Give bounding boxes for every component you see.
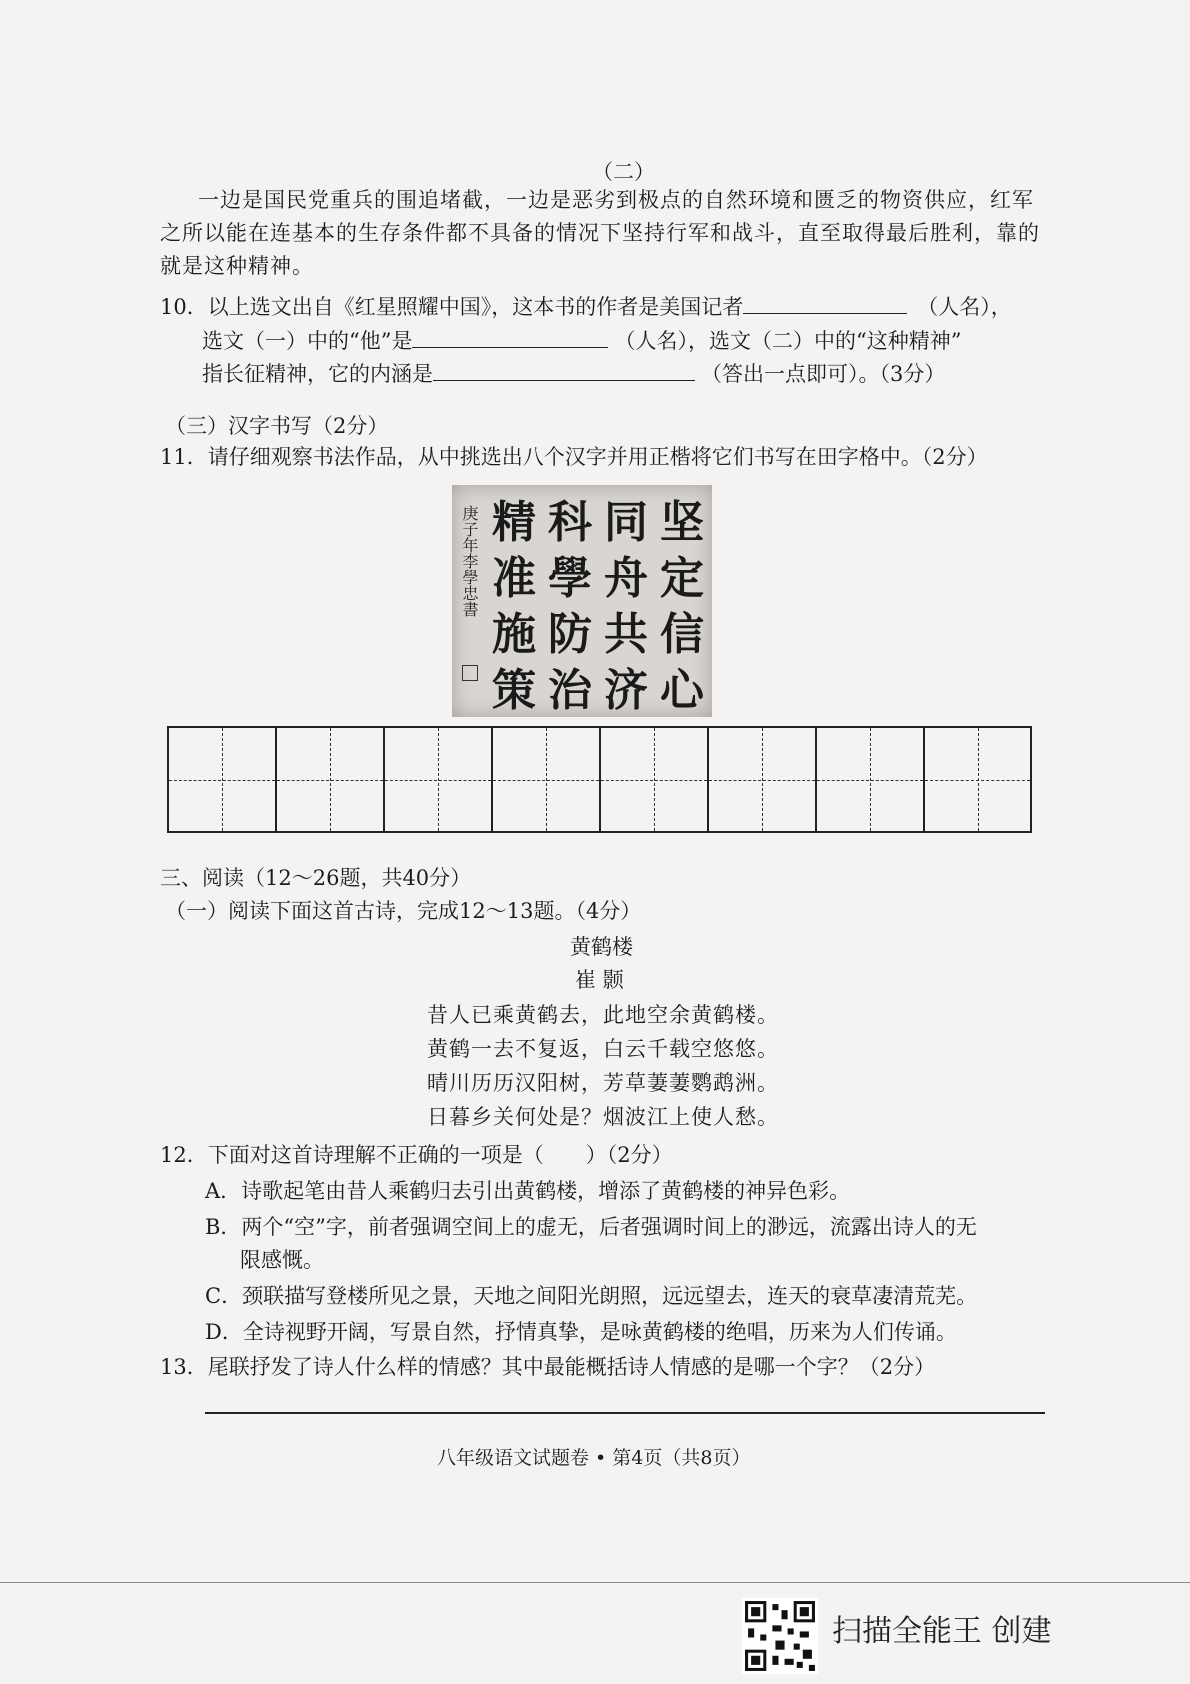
option-a[interactable]: A．诗歌起笔由昔人乘鹤归去引出黄鹤楼，增添了黄鹤楼的神异色彩。 <box>205 1179 851 1203</box>
poem-line: 黄鹤一去不复返，白云千载空悠悠。 <box>427 1037 779 1061</box>
calligraphy-char: 准 <box>492 553 536 604</box>
tianzige-cell[interactable] <box>925 728 1030 831</box>
question-13: 13．尾联抒发了诗人什么样的情感？其中最能概括诗人情感的是哪一个字？（2分） <box>160 1355 936 1379</box>
question-11: 11．请仔细观察书法作品，从中挑选出八个汉字并用正楷将它们书写在田字格中。（2分） <box>160 445 988 469</box>
calligraphy-char: 共 <box>604 609 648 660</box>
q10-text: （人名）， <box>917 295 1012 319</box>
poem-line: 晴川历历汉阳树，芳草萋萋鹦鹉洲。 <box>427 1071 779 1095</box>
option-b-continued: 限感慨。 <box>240 1248 324 1272</box>
calligraphy-char: 治 <box>548 665 592 716</box>
poem-line: 日暮乡关何处是？烟波江上使人愁。 <box>427 1105 779 1129</box>
tianzige-grid <box>167 726 1032 833</box>
q10-text: 10．以上选文出自《红星照耀中国》，这本书的作者是美国记者 <box>160 295 744 319</box>
passage-line: 一边是国民党重兵的围追堵截，一边是恶劣到极点的自然环境和匮乏的物资供应，红军 <box>198 188 1034 212</box>
page-footer: 八年级语文试题卷 • 第4页（共8页） <box>437 1447 751 1469</box>
q10-text: （答出一点即可）。（3分） <box>701 362 946 386</box>
calligraphy-char: 科 <box>548 497 592 548</box>
question-10-line-3 <box>202 360 945 388</box>
calligraphy-char: 防 <box>548 609 592 660</box>
section-heading: （三）汉字书写（2分） <box>165 414 389 438</box>
passage-line: 就是这种精神。 <box>160 254 314 278</box>
calligraphy-char: 同 <box>604 497 648 548</box>
tianzige-cell[interactable] <box>277 728 385 831</box>
character-blank[interactable] <box>412 327 608 348</box>
author-blank[interactable] <box>743 293 907 314</box>
question-12: 12．下面对这首诗理解不正确的一项是（ ）（2分） <box>160 1143 673 1167</box>
spirit-blank[interactable] <box>433 360 695 381</box>
qr-code-icon <box>742 1598 818 1674</box>
option-b[interactable]: B．两个“空”字，前者强调空间上的虚无，后者强调时间上的渺远，流露出诗人的无 <box>205 1215 977 1239</box>
tianzige-cell[interactable] <box>385 728 493 831</box>
calligraphy-char: 信 <box>660 609 704 660</box>
calligraphy-char: 坚 <box>660 497 704 548</box>
part-3-subheading: （一）阅读下面这首古诗，完成12～13题。（4分） <box>165 899 642 923</box>
question-10-line-1 <box>160 293 1012 321</box>
q10-text: 指长征精神，它的内涵是 <box>202 362 433 386</box>
calligraphy-char: 策 <box>492 665 536 716</box>
option-c[interactable]: C．颈联描写登楼所见之景，天地之间阳光朗照，远远望去，连天的衰草凄清荒芜。 <box>205 1284 978 1308</box>
tianzige-cell[interactable] <box>493 728 601 831</box>
calligraphy-inscription: 庚子年李學忠書 <box>460 505 479 617</box>
calligraphy-char: 济 <box>604 665 648 716</box>
poem-author: 崔 颢 <box>575 968 624 992</box>
question-10-line-2 <box>202 327 961 355</box>
calligraphy-char: 心 <box>660 665 704 716</box>
part-3-heading: 三、阅读（12～26题，共40分） <box>160 866 472 890</box>
passage-line: 之所以能在连基本的生存条件都不具备的情况下坚持行军和战斗，直至取得最后胜利，靠的 <box>160 221 1040 245</box>
tianzige-cell[interactable] <box>709 728 817 831</box>
option-d[interactable]: D．全诗视野开阔，写景自然，抒情真挚，是咏黄鹤楼的绝唱，历来为人们传诵。 <box>205 1320 957 1344</box>
tianzige-cell[interactable] <box>601 728 709 831</box>
calligraphy-char: 學 <box>548 553 592 604</box>
section-2-title: （二） <box>592 160 655 184</box>
poem-title: 黄鹤楼 <box>570 935 633 959</box>
divider <box>0 1582 1190 1583</box>
answer-line[interactable] <box>205 1412 1045 1414</box>
tianzige-cell[interactable] <box>169 728 277 831</box>
poem-line: 昔人已乘黄鹤去，此地空余黄鹤楼。 <box>427 1003 779 1027</box>
calligraphy-char: 定 <box>660 553 704 604</box>
q10-text: 选文（一）中的“他”是 <box>202 329 413 353</box>
tianzige-cell[interactable] <box>817 728 925 831</box>
q10-text: （人名），选文（二）中的“这种精神” <box>614 329 962 353</box>
scanner-watermark: 扫描全能王 创建 <box>832 1614 1052 1649</box>
calligraphy-char: 舟 <box>604 553 648 604</box>
calligraphy-image <box>452 485 712 717</box>
calligraphy-char: 施 <box>492 609 536 660</box>
calligraphy-char: 精 <box>492 497 536 548</box>
seal-icon <box>462 665 478 681</box>
